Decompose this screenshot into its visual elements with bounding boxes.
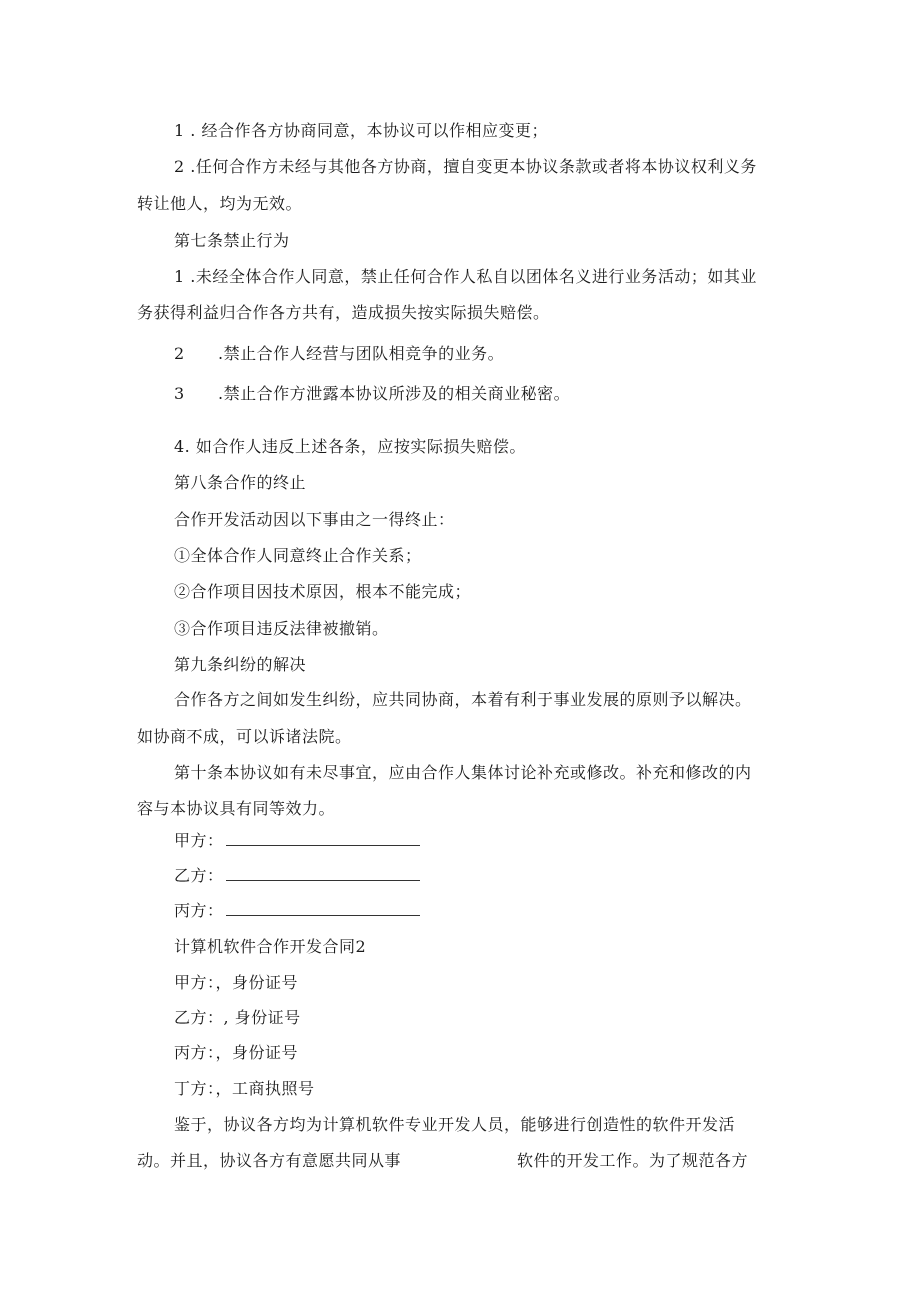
signature-party-c — [174, 901, 420, 921]
clause-10-text: 第十条本协议如有未尽事宜，应由合作人集体讨论补充或修改。补充和修改的内 — [174, 763, 752, 782]
item-text: .未经全体合作人同意，禁止任何合作人私自以团体名义进行业务活动；如其业 — [184, 267, 757, 286]
paragraph-line: 如协商不成，可以诉诸法院。 — [137, 727, 352, 746]
clause-7-heading: 第七条禁止行为 — [174, 231, 290, 250]
item-text: .禁止合作方泄露本协议所涉及的相关商业秘密。 — [218, 384, 571, 403]
signature-party-b — [174, 866, 420, 886]
clause-8-heading: 第八条合作的终止 — [174, 473, 307, 492]
party-b-line: 乙方：, 身份证号 — [174, 1008, 301, 1027]
item-text: . 经合作各方协商同意，本协议可以作相应变更； — [184, 121, 548, 140]
party-label: 乙方： — [174, 866, 224, 885]
clause-7-item-1 — [174, 267, 757, 287]
party-c-line: 丙方：，身份证号 — [174, 1043, 299, 1062]
party-a-line: 甲方：，身份证号 — [174, 973, 299, 992]
paragraph-line: 容与本协议具有同等效力。 — [137, 799, 336, 818]
clause-7-item-3 — [174, 384, 570, 404]
preamble-part: 软件的开发工作。为了规范各方 — [517, 1151, 749, 1170]
list-item: ③合作项目违反法律被撤销。 — [174, 619, 389, 638]
preamble-part: 动。并且，协议各方有意愿共同从事 — [137, 1151, 402, 1170]
item-number: 1 — [174, 121, 185, 140]
clause-7-item-2 — [174, 344, 504, 364]
clause-7-item-4: 4. 如合作人违反上述各条，应按实际损失赔偿。 — [174, 437, 526, 456]
contract-title: 计算机软件合作开发合同2 — [174, 937, 367, 956]
clause-6-item-2 — [174, 157, 757, 177]
paragraph-line: 合作开发活动因以下事由之一得终止： — [174, 510, 455, 529]
list-item: ①全体合作人同意终止合作关系； — [174, 546, 422, 565]
item-number: 2 — [174, 157, 185, 176]
item-text: .任何合作方未经与其他各方协商，擅自变更本协议条款或者将本协议权利义务 — [184, 157, 757, 176]
signature-blank — [226, 866, 420, 881]
preamble-text: 鉴于，协议各方均为计算机软件专业开发人员，能够进行创造性的软件开发活 — [174, 1115, 736, 1134]
signature-blank — [226, 831, 420, 846]
paragraph-line: 务获得利益归合作各方共有，造成损失按实际损失赔偿。 — [137, 303, 550, 322]
party-d-line: 丁方：，工商执照号 — [174, 1079, 315, 1098]
item-text: .禁止合作人经营与团队相竞争的业务。 — [218, 344, 505, 363]
party-label: 甲方： — [174, 831, 224, 850]
paragraph-line: 转让他人，均为无效。 — [137, 194, 303, 213]
item-number: 1 — [174, 267, 185, 286]
preamble-line — [137, 1151, 748, 1171]
item-number: 3 — [174, 384, 185, 403]
paragraph-line: 合作各方之间如发生纠纷，应共同协商，本着有利于事业发展的原则予以解决。 — [174, 690, 752, 709]
signature-party-a — [174, 831, 420, 851]
item-number: 2 — [174, 344, 185, 363]
list-item: ②合作项目因技术原因，根本不能完成； — [174, 582, 472, 601]
clause-6-item-1 — [174, 121, 548, 141]
signature-blank — [226, 901, 420, 916]
party-label: 丙方： — [174, 901, 224, 920]
clause-9-heading: 第九条纠纷的解决 — [174, 655, 307, 674]
